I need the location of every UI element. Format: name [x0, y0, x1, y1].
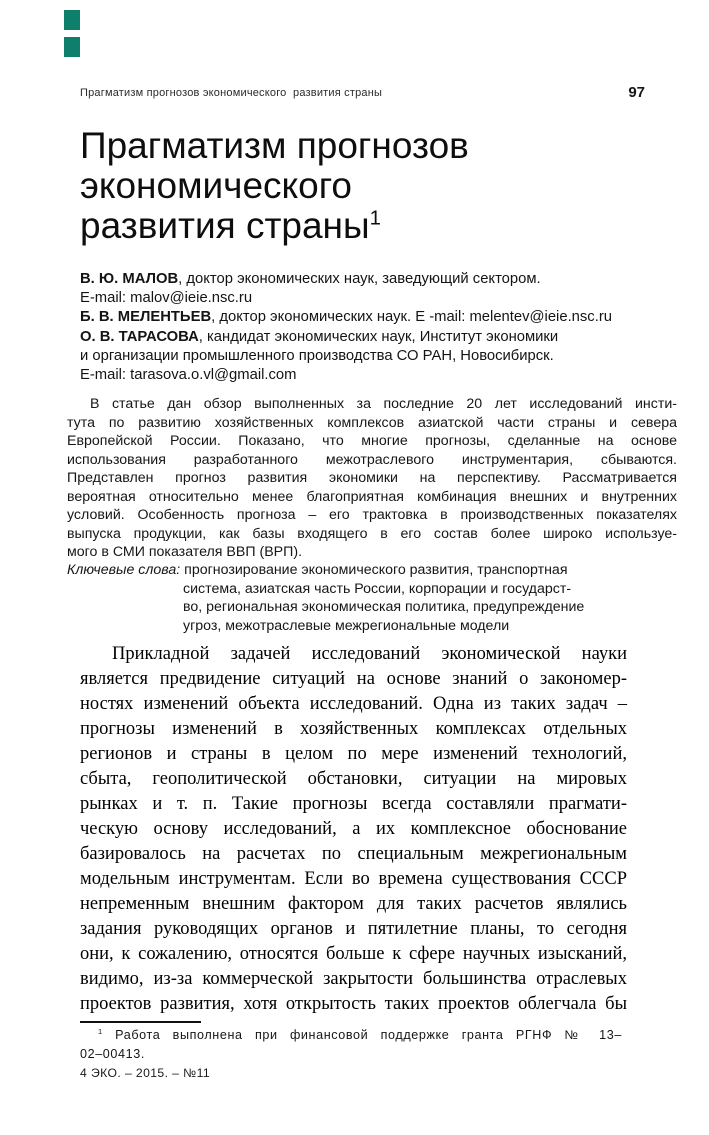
author-name: Б. В. МЕЛЕНТЬЕВ — [80, 309, 212, 326]
authors-block — [80, 270, 660, 385]
abstract-block — [67, 395, 677, 562]
body-line: проектов развития, хотя открытость таких проектов облегчала бы — [80, 994, 627, 1014]
author-line: В. Ю. МАЛОВ, доктор экономических наук, заведующий сектором. — [80, 271, 541, 287]
footnote-rule — [80, 1021, 201, 1023]
body-line: Прикладной задачей исследований экономической науки — [112, 644, 627, 664]
body-line: ческую основу исследований, а их комплексное обоснование — [80, 819, 627, 839]
footnote-text: Работа выполнена при финансовой поддержке гранта РГНФ № 13– — [115, 1028, 622, 1042]
title-line: Прагматизм прогнозов — [80, 125, 469, 166]
author-line: Б. В. МЕЛЕНТЬЕВ, доктор экономических наук. E -mail: melentev@ieie.nsc.ru — [80, 309, 612, 326]
body-line: сбыта, геополитической обстановки, ситуации на мировых — [80, 769, 627, 789]
abstract-line: В статье дан обзор выполненных за последние 20 лет исследований инсти- — [90, 396, 677, 412]
keywords-label: Ключевые слова: — [67, 562, 181, 578]
footnote-line: 02–00413. — [80, 1046, 145, 1061]
footnote-mark: 1 — [98, 1026, 103, 1036]
journal-imprint: 4 ЭКО. – 2015. – №11 — [80, 1066, 211, 1080]
body-line: непременным внешним фактором для таких расчетов являлись — [80, 894, 627, 914]
keywords-line: система, азиатская часть России, корпорации и государст- — [183, 580, 572, 597]
body-line: регионов и страны в целом по мере изменений технологий, — [80, 744, 627, 764]
keywords-block — [67, 561, 677, 635]
author-name: О. В. ТАРАСОВА — [80, 328, 199, 345]
body-line: базировалось на расчетах по специальным межрегиональным — [80, 844, 627, 864]
brand-square-bottom — [64, 37, 80, 57]
running-head-title: Прагматизм прогнозов экономического развития страны — [80, 87, 383, 99]
abstract-line: условий. Особенность прогноза – его трактовка в производственных показателях — [67, 507, 677, 523]
footnote-block — [80, 1026, 622, 1063]
title-line: экономического — [80, 165, 352, 206]
abstract-line: выпуска продукции, как базы входящего в его состав более широко используе- — [67, 525, 677, 542]
keywords-line: угроз, межотраслевые межрегиональные модели — [183, 617, 510, 634]
body-line: рынках и т. п. Такие прогнозы всегда составляли прагмати- — [80, 794, 627, 814]
abstract-line: мого в СМИ показателя ВВП (ВРП). — [67, 544, 303, 560]
body-line: видимо, из-за коммерческой закрытости большинства отраслевых — [80, 969, 627, 989]
keywords-line: Ключевые слова: прогнозирование экономического развития, транспортная — [67, 562, 568, 578]
abstract-line: Представлен прогноз развития экономики на перспективу. Рассматривается — [67, 470, 677, 486]
article-title — [80, 126, 640, 246]
keywords-line: во, региональная экономическая политика, предупреждение — [183, 599, 585, 616]
author-line: E-mail: malov@ieie.nsc.ru — [80, 290, 253, 307]
author-line: и организации промышленного производства СО РАН, Новосибирск. — [80, 347, 554, 364]
brand-square-top — [64, 10, 80, 30]
body-line: они, к сожалению, относятся больше к сфере научных изысканий, — [80, 944, 627, 964]
author-line: E-mail: tarasova.o.vl@gmail.com — [80, 367, 297, 384]
abstract-line: Европейской России. Показано, что многие прогнозы, сделанные на основе — [67, 433, 677, 449]
body-line: прогнозы изменений в хозяйственных комплексах отдельных — [80, 719, 627, 739]
abstract-line: использования разработанного межотраслевого инструментария, сбываются. — [67, 451, 677, 468]
body-line: ностях изменений объекта исследований. Одна из таких задач – — [80, 694, 627, 714]
body-line: является предвидение ситуаций на основе знаний о закономер- — [80, 669, 627, 689]
page-number: 97 — [628, 84, 645, 101]
title-line: развития страны$^1$ — [80, 205, 381, 246]
body-line: задания руководящих органов и пятилетние планы, то сегодня — [80, 919, 627, 939]
author-line: О. В. ТАРАСОВА, кандидат экономических наук, Институт экономики — [80, 328, 559, 345]
body-line: модельным инструментам. Если во времена существования СССР — [80, 869, 627, 889]
body-paragraph — [80, 642, 627, 1017]
footnote-line — [80, 1026, 622, 1045]
abstract-line: вероятная относительно менее благоприятная комбинация внешних и внутренних — [67, 488, 677, 505]
abstract-line: тута по развитию хозяйственных комплексов азиатской части страны и севера — [67, 414, 677, 431]
title-footnote-mark: 1 — [369, 207, 381, 230]
author-name: В. Ю. МАЛОВ — [80, 271, 179, 287]
